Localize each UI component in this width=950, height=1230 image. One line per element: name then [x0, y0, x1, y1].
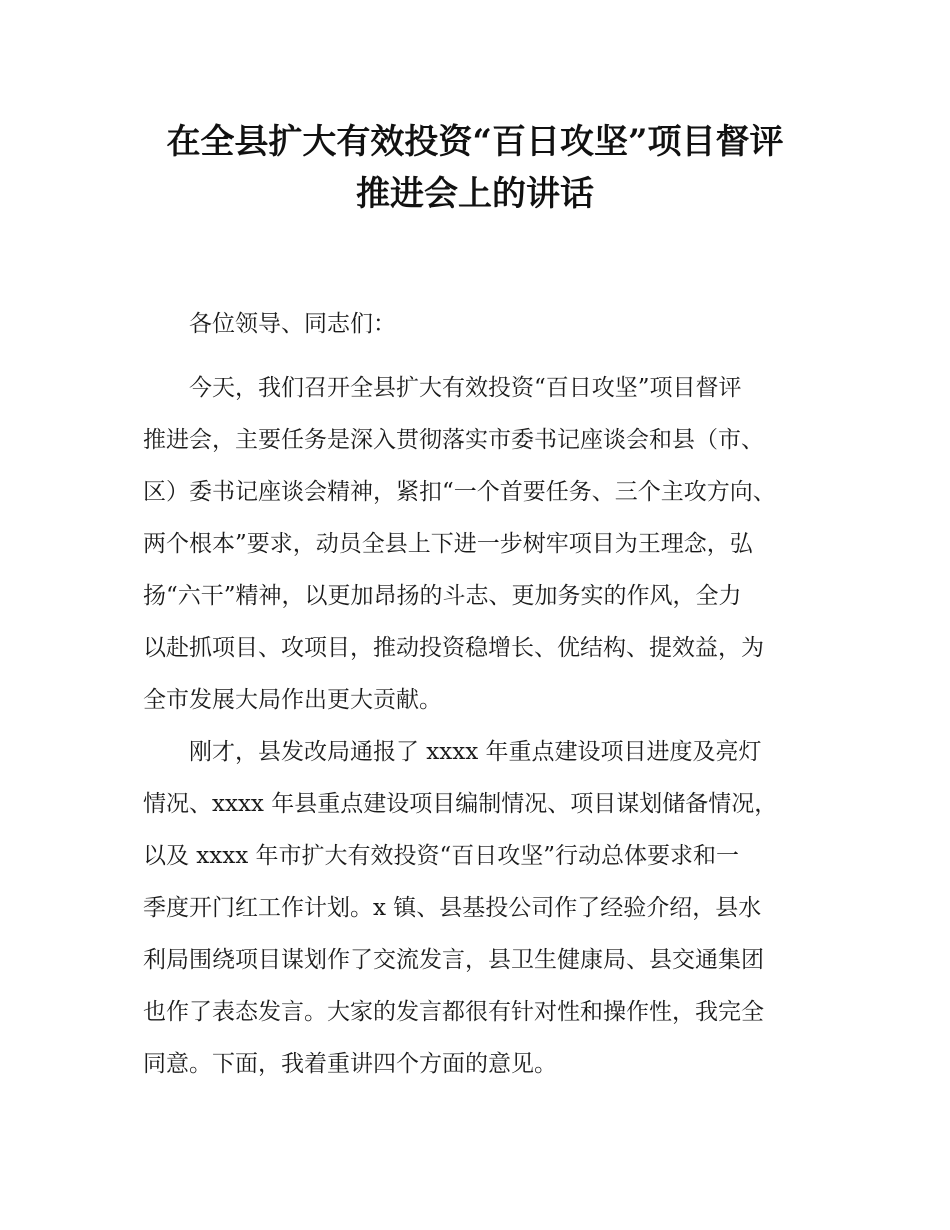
title-line-1: 在全县扩大有效投资“百日攻坚”项目督评 — [166, 122, 784, 162]
paragraph-line: 今天，我们召开全县扩大有效投资“百日攻坚”项目督评 — [189, 375, 742, 401]
paragraph-line: 也作了表态发言。大家的发言都很有针对性和操作性，我完全 — [143, 999, 764, 1025]
paragraph-line: 季度开门红工作计划。x 镇、县基投公司作了经验介绍，县水 — [143, 895, 762, 921]
paragraph-line: 区）委书记座谈会精神，紧扣“一个首要任务、三个主攻方向、 — [143, 479, 776, 505]
paragraph-line: 同意。下面，我着重讲四个方面的意见。 — [143, 1051, 557, 1077]
paragraph-line: 推进会，主要任务是深入贯彻落实市委书记座谈会和县（市、 — [143, 427, 764, 453]
title-line-2: 推进会上的讲话 — [356, 174, 594, 214]
paragraph-line: 刚才，县发改局通报了 xxxx 年重点建设项目进度及亮灯 — [189, 739, 762, 765]
paragraph-line: 以及 xxxx 年市扩大有效投资“百日攻坚”行动总体要求和一 — [143, 843, 740, 869]
paragraph-line: 利局围绕项目谋划作了交流发言，县卫生健康局、县交通集团 — [143, 947, 764, 973]
paragraph-line: 扬“六干”精神，以更加昂扬的斗志、更加务实的作风，全力 — [143, 583, 742, 609]
paragraph-line: 情况、xxxx 年县重点建设项目编制情况、项目谋划储备情况， — [143, 791, 778, 817]
paragraph-line: 两个根本”要求，动员全县上下进一步树牢项目为王理念，弘 — [143, 531, 753, 557]
salutation-text: 各位领导、同志们： — [189, 311, 396, 337]
salutation — [143, 298, 843, 350]
paragraph-line: 全市发展大局作出更大贡献。 — [143, 687, 442, 713]
paragraph-2 — [143, 726, 843, 1090]
paragraph-line: 以赴抓项目、攻项目，推动投资稳增长、优结构、提效益，为 — [143, 635, 764, 661]
paragraph-1 — [143, 362, 843, 726]
document-title — [60, 116, 890, 220]
